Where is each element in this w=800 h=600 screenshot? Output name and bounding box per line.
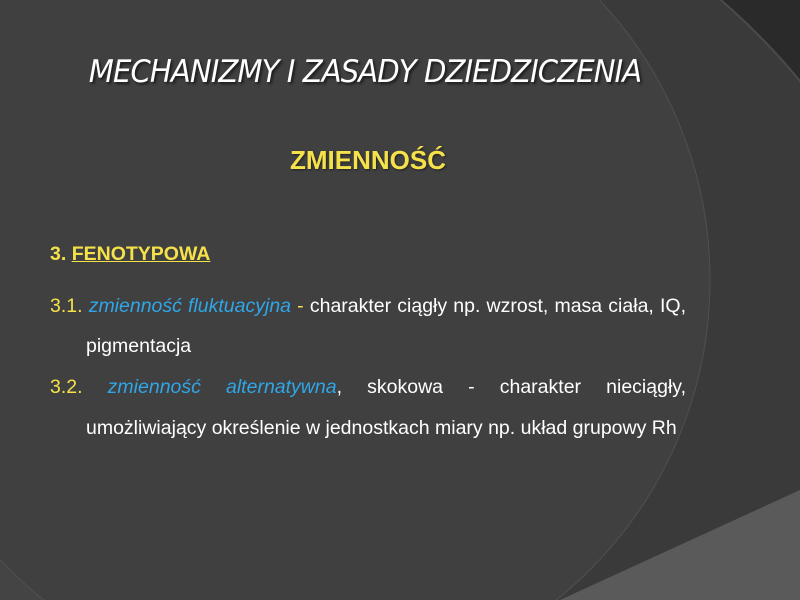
list-item xyxy=(50,367,686,449)
slide-title: MECHANIZMY I ZASADY DZIEDZICZENIA xyxy=(88,54,642,90)
item-text: charakter ciągły np. wzrost, masa ciała, IQ, pigmentacja xyxy=(86,295,686,357)
item-number: 3.1. xyxy=(50,295,83,317)
section-heading xyxy=(50,238,686,270)
section-label: FENOTYPOWA xyxy=(71,243,211,265)
slide-content xyxy=(50,238,686,450)
list-item xyxy=(50,286,686,366)
item-term: zmienność alternatywna xyxy=(107,376,337,398)
section-number: 3. xyxy=(50,243,67,265)
item-separator: - xyxy=(291,295,310,317)
item-term: zmienność fluktuacyjna xyxy=(88,295,292,317)
item-number: 3.2. xyxy=(50,376,83,398)
slide-subtitle: ZMIENNOŚĆ xyxy=(290,145,446,175)
item-text: , skokowa - charakter nieciągły, umożliwiający określenie w jednostkach miary np. układ grupowy Rh xyxy=(86,376,687,439)
